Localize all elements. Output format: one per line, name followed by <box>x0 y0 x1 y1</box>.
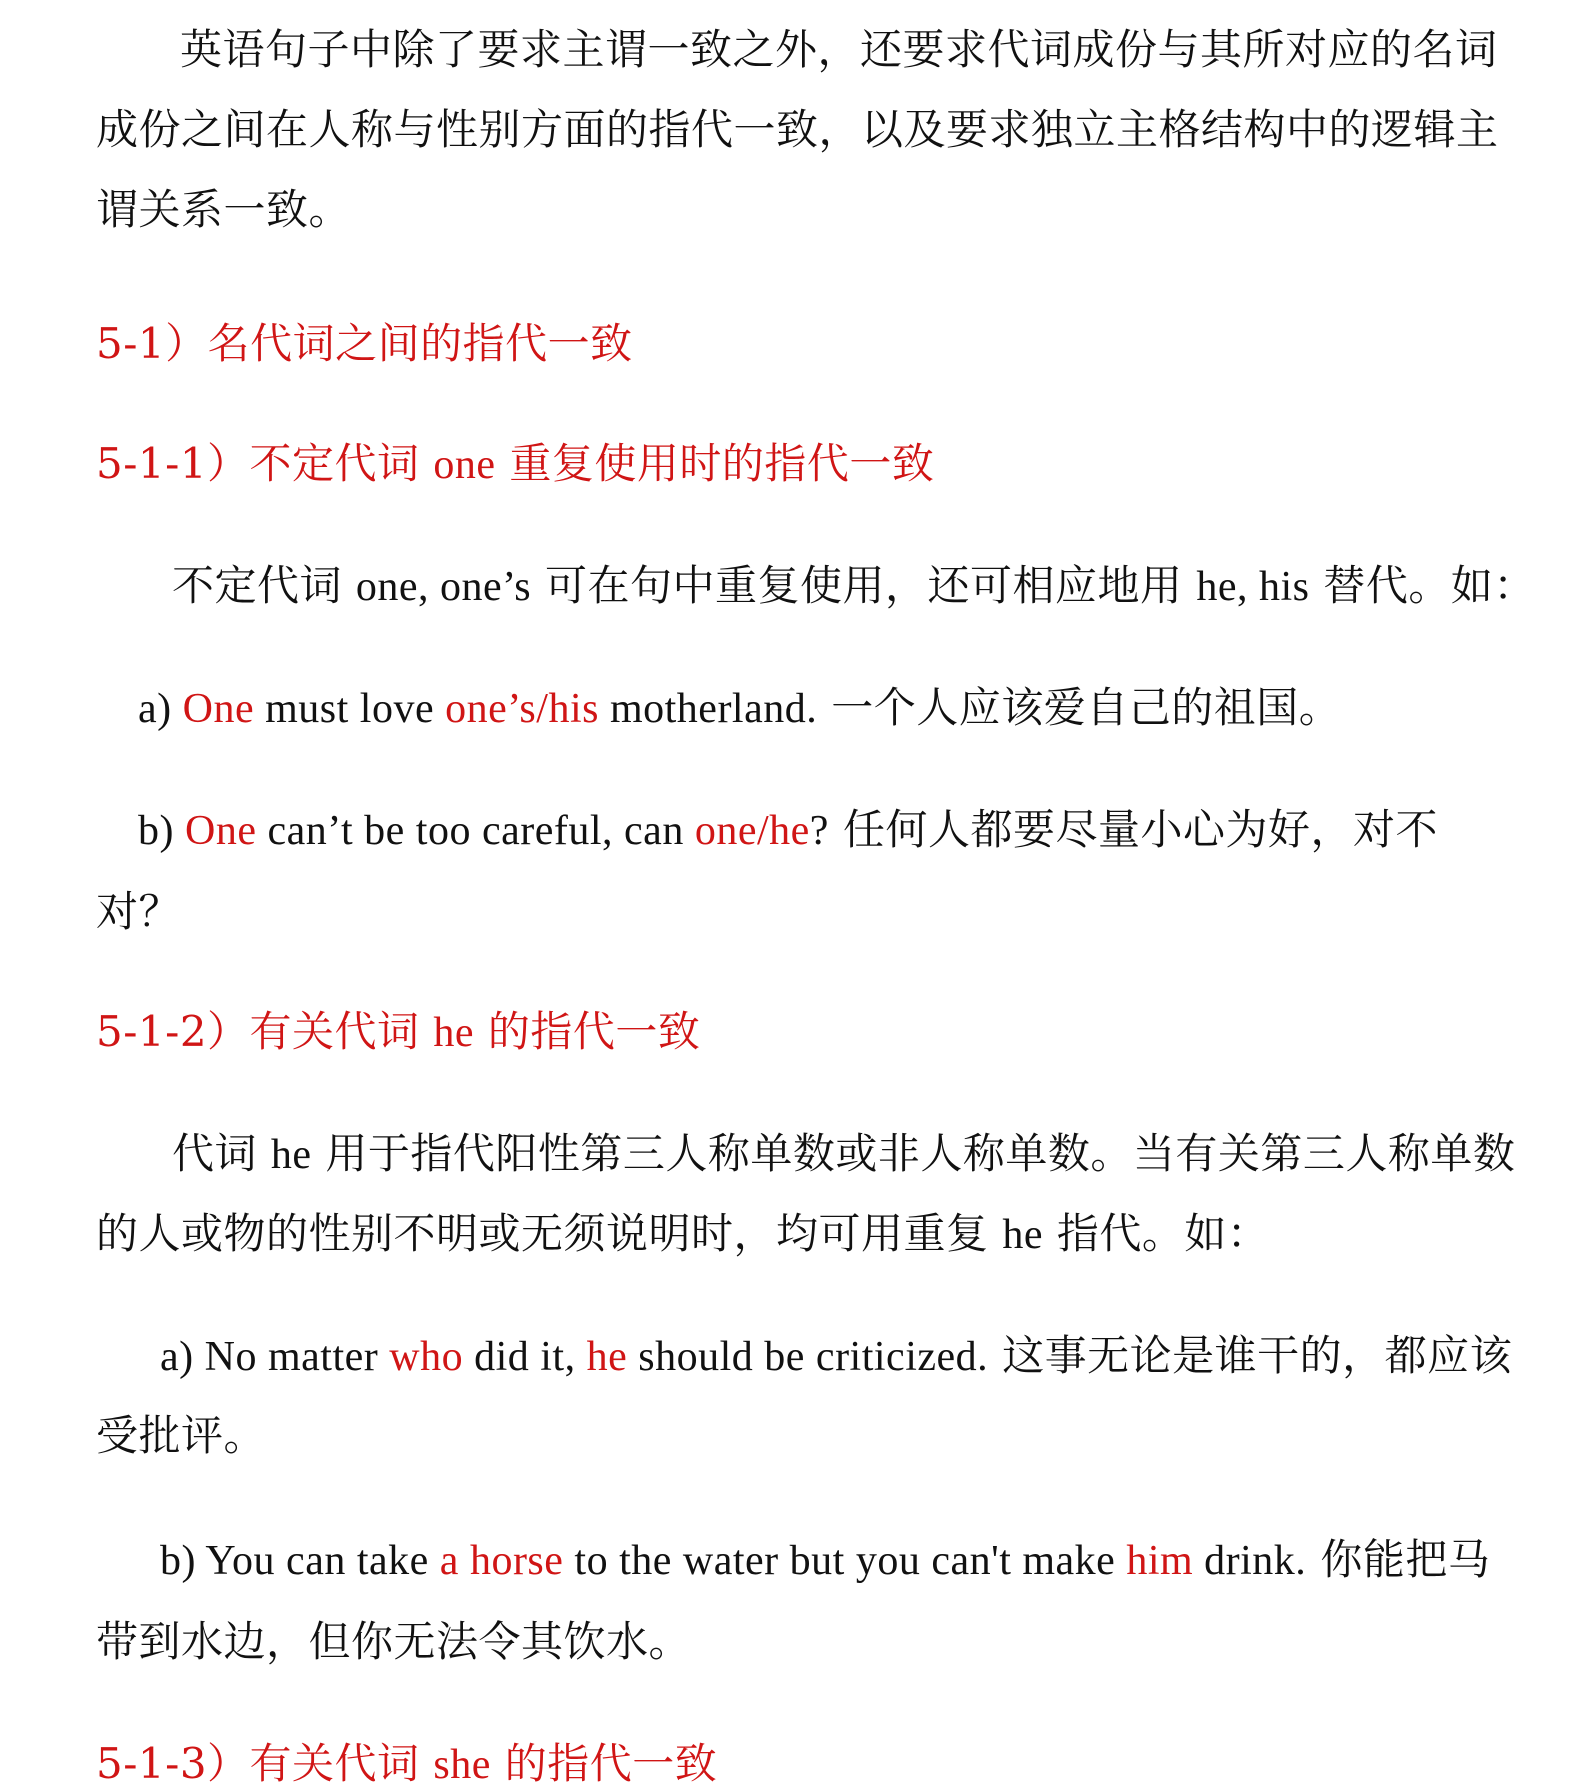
highlight-word: One <box>185 808 257 854</box>
highlight-word: one/he <box>694 808 810 854</box>
highlight-word: a horse <box>439 1538 564 1584</box>
note-5-1-2-line-1 <box>172 1128 1515 1181</box>
note-5-1-2-word: he <box>1002 1212 1044 1258</box>
example-text: should be criticized. <box>627 1334 989 1380</box>
example-marker: a) <box>138 686 183 732</box>
example-translation: 任何人都要尽量小心为好，对不 <box>842 805 1438 854</box>
example-text: ? <box>809 808 829 854</box>
example-5-1-2-b-continued: 带到水边，但你无法令其饮水。 <box>96 1617 692 1666</box>
heading-5-1-2-word: he <box>433 1010 475 1056</box>
example-5-1-2-a <box>160 1330 1512 1383</box>
note-5-1-2-word: he <box>270 1132 312 1178</box>
section-heading-5-1-3 <box>96 1738 717 1791</box>
example-5-1-1-b-continued: 对？ <box>96 887 182 936</box>
note-5-1-1-words: one, one’s <box>355 564 532 610</box>
highlight-word: he <box>586 1334 628 1380</box>
example-marker: b) <box>138 808 185 854</box>
heading-5-1-1-word: one <box>433 442 496 488</box>
example-text: to the water but you can't make <box>563 1538 1127 1584</box>
example-text: can’t be too careful, can <box>256 808 695 854</box>
highlight-word: who <box>389 1334 464 1380</box>
note-5-1-1-post: 替代。如： <box>1309 561 1536 610</box>
example-translation: 你能把马 <box>1320 1535 1491 1584</box>
example-text: motherland. <box>598 686 818 732</box>
heading-5-1-2-suffix: 的指代一致 <box>474 1007 701 1056</box>
example-text: did it, <box>463 1334 587 1380</box>
highlight-word: One <box>182 686 255 732</box>
note-5-1-2-pre: 代词 <box>172 1129 271 1178</box>
example-5-1-1-a <box>138 682 1341 735</box>
example-translation: 这事无论是谁干的，都应该 <box>1002 1331 1513 1380</box>
note-5-1-2-line-2 <box>96 1208 1269 1261</box>
example-text: must love <box>254 686 446 732</box>
section-heading-5-1-1 <box>96 438 934 491</box>
example-5-1-2-a-continued: 受批评。 <box>96 1411 267 1460</box>
note-5-1-1-words2: he, his <box>1196 564 1310 610</box>
note-5-1-1-mid: 可在句中重复使用，还可相应地用 <box>531 561 1197 610</box>
example-5-1-2-b <box>160 1534 1490 1587</box>
note-5-1-2-post: 用于指代阳性第三人称单数或非人称单数。当有关第三人称单数 <box>311 1129 1516 1178</box>
note-5-1-1-pre: 不定代词 <box>172 561 356 610</box>
highlight-word: one’s/his <box>445 686 599 732</box>
heading-5-1-1-prefix: 5-1-1）不定代词 <box>96 439 434 488</box>
intro-line-1: 英语句子中除了要求主谓一致之外，还要求代词成份与其所对应的名词 <box>180 25 1498 74</box>
heading-5-1-3-word: she <box>433 1742 491 1788</box>
note-5-1-2-post: 指代。如： <box>1043 1209 1270 1258</box>
intro-line-3: 谓关系一致。 <box>96 185 352 234</box>
example-text: b) You can take <box>160 1538 440 1584</box>
section-heading-5-1: 5-1）名代词之间的指代一致 <box>96 319 633 368</box>
example-text: a) No matter <box>160 1334 390 1380</box>
intro-line-2: 成份之间在人称与性别方面的指代一致，以及要求独立主格结构中的逻辑主 <box>96 105 1499 154</box>
example-translation: 一个人应该爱自己的祖国。 <box>831 683 1342 732</box>
heading-5-1-1-suffix: 重复使用时的指代一致 <box>495 439 935 488</box>
note-5-1-1 <box>172 560 1536 613</box>
note-5-1-2-pre: 的人或物的性别不明或无须说明时，均可用重复 <box>96 1209 1003 1258</box>
section-heading-5-1-2 <box>96 1006 700 1059</box>
heading-5-1-2-prefix: 5-1-2）有关代词 <box>96 1007 434 1056</box>
example-5-1-1-b <box>138 804 1438 857</box>
example-text: drink. <box>1193 1538 1307 1584</box>
highlight-word: him <box>1126 1538 1194 1584</box>
heading-5-1-3-suffix: 的指代一致 <box>490 1739 718 1788</box>
heading-5-1-3-prefix: 5-1-3）有关代词 <box>96 1739 434 1788</box>
